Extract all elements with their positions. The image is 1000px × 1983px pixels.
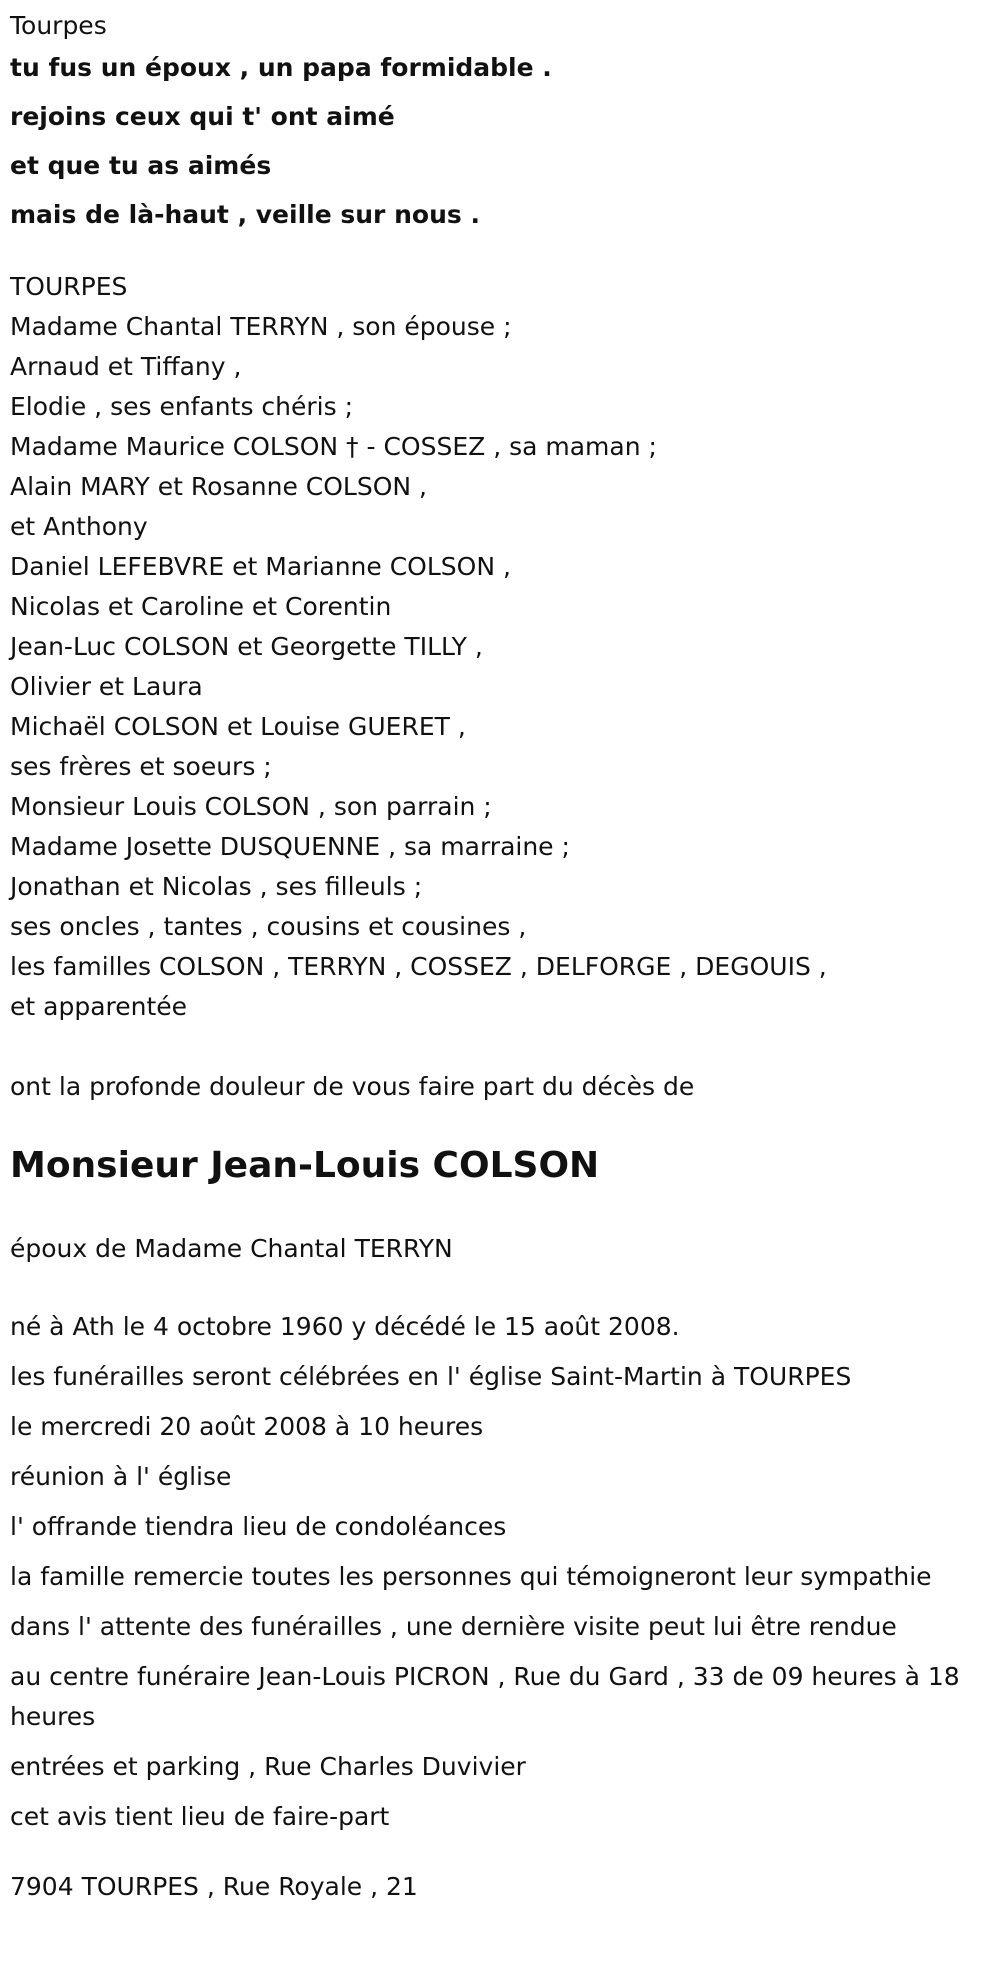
detail-line: cet avis tient lieu de faire-part: [10, 1802, 390, 1831]
detail-line: la famille remercie toutes les personnes qui témoigneront leur sympathie: [10, 1562, 932, 1591]
family-line: Monsieur Louis COLSON , son parrain ;: [10, 792, 492, 821]
family-line: et apparentée: [10, 992, 188, 1021]
detail-line: au centre funéraire Jean-Louis PICRON , Rue du Gard , 33 de 09 heures à 18 heures: [10, 1662, 960, 1731]
family-line: Alain MARY et Rosanne COLSON ,: [10, 472, 428, 501]
poem-block: [10, 43, 990, 239]
family-line: Madame Chantal TERRYN , son épouse ;: [10, 312, 512, 341]
family-line: Daniel LEFEBVRE et Marianne COLSON ,: [10, 552, 511, 581]
detail-line: l' offrande tiendra lieu de condoléances: [10, 1512, 507, 1541]
family-line: Olivier et Laura: [10, 672, 203, 701]
family-line: les familles COLSON , TERRYN , COSSEZ , DELFORGE , DEGOUIS ,: [10, 952, 827, 981]
poem-line: mais de là-haut , veille sur nous .: [10, 200, 480, 229]
family-line: ses oncles , tantes , cousins et cousines ,: [10, 912, 527, 941]
detail-line: réunion à l' église: [10, 1462, 232, 1491]
detail-line: entrées et parking , Rue Charles Duvivier: [10, 1752, 526, 1781]
family-line: et Anthony: [10, 512, 148, 541]
family-line: Michaël COLSON et Louise GUERET ,: [10, 712, 466, 741]
family-line: Arnaud et Tiffany ,: [10, 352, 242, 381]
family-line: ses frères et soeurs ;: [10, 752, 272, 781]
announcement-intro: ont la profonde douleur de vous faire part du décès de: [10, 1072, 695, 1101]
family-line: Jean-Luc COLSON et Georgette TILLY ,: [10, 632, 483, 661]
detail-line: dans l' attente des funérailles , une dernière visite peut lui être rendue: [10, 1612, 897, 1641]
poem-line: rejoins ceux qui t' ont aimé: [10, 102, 395, 131]
family-line: TOURPES: [10, 272, 128, 301]
family-line: Madame Josette DUSQUENNE , sa marraine ;: [10, 832, 570, 861]
address-line: 7904 TOURPES , Rue Royale , 21: [10, 1872, 418, 1901]
family-line: Nicolas et Caroline et Corentin: [10, 592, 392, 621]
poem-line: et que tu as aimés: [10, 151, 272, 180]
family-list: [10, 267, 990, 1027]
spouse-line: époux de Madame Chantal TERRYN: [10, 1234, 453, 1263]
funeral-details: [10, 1307, 990, 1837]
place-heading: Tourpes: [10, 11, 107, 40]
detail-line: les funérailles seront célébrées en l' église Saint-Martin à TOURPES: [10, 1362, 852, 1391]
detail-line: le mercredi 20 août 2008 à 10 heures: [10, 1412, 484, 1441]
family-line: Elodie , ses enfants chéris ;: [10, 392, 354, 421]
deceased-name: Monsieur Jean-Louis COLSON: [10, 1145, 600, 1186]
family-line: Madame Maurice COLSON † - COSSEZ , sa maman ;: [10, 432, 657, 461]
detail-line: né à Ath le 4 octobre 1960 y décédé le 15 août 2008.: [10, 1312, 680, 1341]
poem-line: tu fus un époux , un papa formidable .: [10, 53, 552, 82]
family-line: Jonathan et Nicolas , ses filleuls ;: [10, 872, 423, 901]
